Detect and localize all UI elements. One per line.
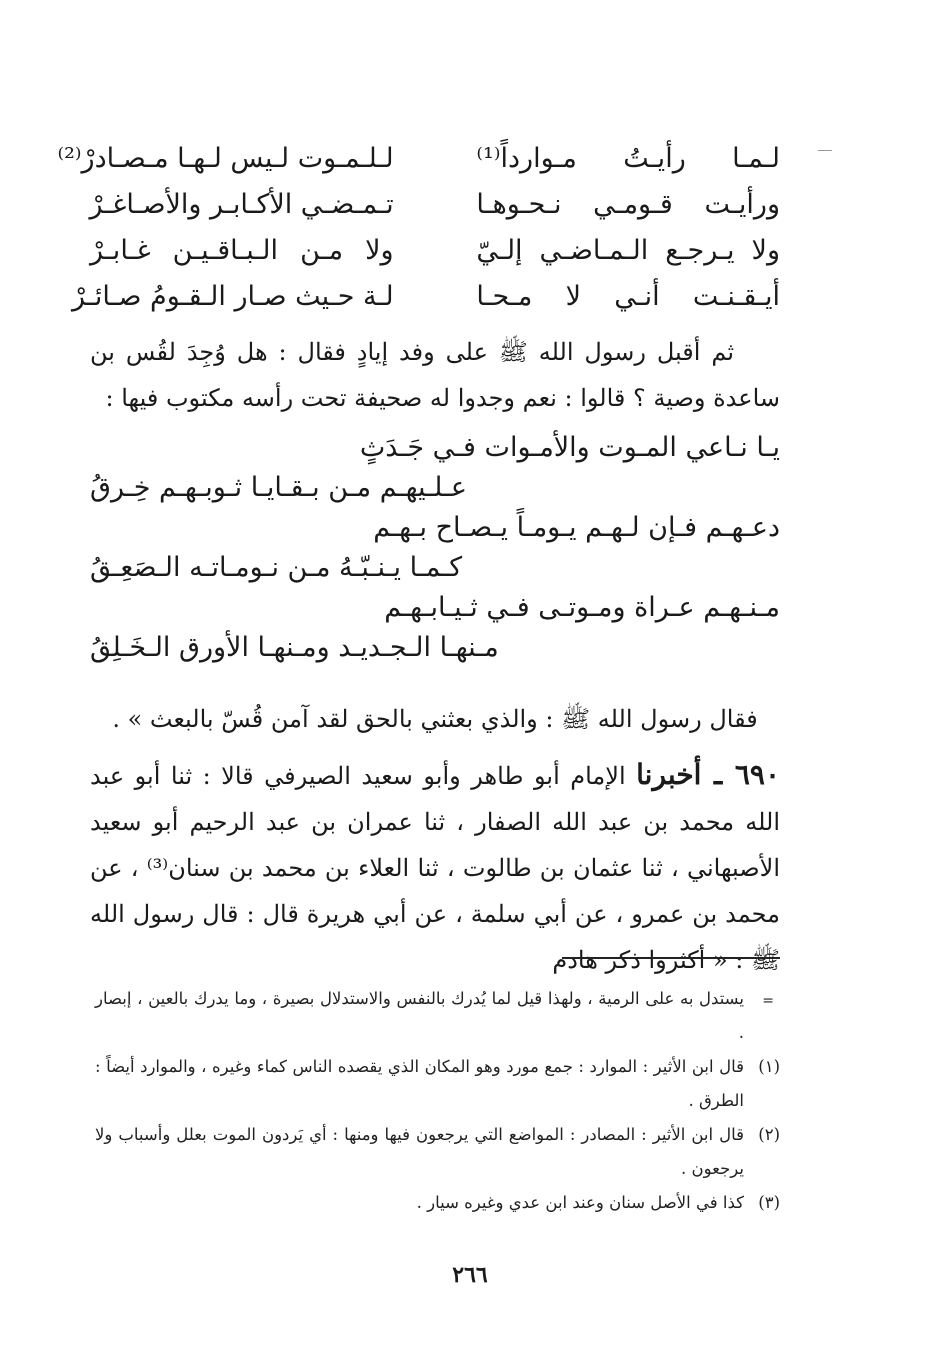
poem-line: يـا نـاعي المـوت والأمـوات فـي جَـدَثٍ bbox=[359, 432, 780, 463]
footnote bbox=[95, 1186, 780, 1220]
poem-quatrain bbox=[57, 136, 780, 320]
footnote-text: قال ابن الأثير : الموارد : جمع مورد وهو المكان الذي يقصده الناس كماء وغيره ، والموارد أيضاً : الطرق . bbox=[95, 1057, 744, 1110]
poem-line: كـمـا يـنـبّـهُ مـن نـومـاتـه الـصَعِـقُ bbox=[90, 552, 463, 583]
closing-paragraph: فقال رسول الله ﷺ : والذي بعثني بالحق لقد آمن قُسّ بالبعث » . bbox=[112, 705, 758, 733]
footnote bbox=[95, 1050, 780, 1118]
hadith-paragraph bbox=[90, 752, 780, 983]
footnote-text: كذا في الأصل سنان وعند ابن عدي وغيره سيار . bbox=[416, 1193, 744, 1212]
poem-line: مـنـهـم عـراة ومـوتـى فـي ثـيـابـهـم bbox=[384, 592, 780, 623]
margin-mark bbox=[818, 150, 832, 151]
poem-line: مـنهـا الـجـديـد ومـنهـا الأورق الـخَـلِقُ bbox=[90, 632, 499, 663]
footnote-separator bbox=[562, 957, 780, 959]
footnote bbox=[95, 1118, 780, 1186]
verse-first-hemistich: ورأيـت قـومـي نـحـوهـا bbox=[476, 189, 780, 220]
verse-first-hemistich: لـمـا رأيـتُ مـوارداً⁽¹⁾ bbox=[476, 143, 780, 174]
paragraph-text: ثم أقبل رسول الله ﷺ على وفد إيادٍ فقال : هل وُجِدَ لقُس بن ساعدة وصية ؟ قالوا : نعم وجدوا له صحيفة تحت رأسه مكتوب فيها : bbox=[90, 338, 780, 412]
verse-second-hemistich: ولا مـن الـبـاقـيـن غـابـرْ bbox=[90, 235, 394, 266]
verse-first-hemistich: ولا يـرجـع الـمـاضـي إلـيّ bbox=[476, 235, 780, 266]
hadith-text: الإمام أبو طاهر وأبو سعيد الصيرفي قالا : ثنا أبو عبد الله محمد بن عبد الله الصفار ، ثنا عمران بن عبد الرحيم أبو سعيد الأصبهاني ، ثنا عثمان بن طالوت ، ثنا العلاء بن محمد بن سنان⁽³⁾ ، عن محمد بن عمرو ، عن أبي سلمة ، عن أبي هريرة قال : قال رسول الله ﷺ : « أكثروا ذكر هادم bbox=[90, 762, 781, 974]
verse-line bbox=[90, 182, 780, 228]
footnote-continuation bbox=[95, 982, 780, 1050]
footnotes bbox=[95, 982, 780, 1220]
verse-line bbox=[90, 228, 780, 274]
poem-line: دعـهـم فـإن لـهـم يـومـاً يـصـاح بـهـم bbox=[373, 512, 780, 543]
footnote-marker: = bbox=[762, 993, 774, 1009]
verse-second-hemistich: لـلـمـوت لـيس لـهـا مـصـادرْ⁽²⁾ bbox=[57, 143, 394, 174]
footnote-marker: (٢) bbox=[758, 1125, 780, 1144]
verse-second-hemistich: لـة حـيث صـار الـقـومُ صـائـرْ bbox=[72, 281, 394, 312]
verse-first-hemistich: أيـقـنـت أنـي لا مـحـا bbox=[476, 281, 780, 312]
page-number: ٢٦٦ bbox=[452, 1262, 488, 1288]
footnote-text: يستدل به على الرمية ، ولهذا قيل لما يُدرك بالنفس والاستدلال بصيرة ، وما يدرك بالعين ، إبصار . bbox=[95, 989, 744, 1042]
verse-line bbox=[72, 274, 780, 320]
footnote-text: قال ابن الأثير : المصادر : المواضع التي يرجعون فيها ومنها : أي يَردون الموت بعلل وأسباب ولا يرجعون . bbox=[95, 1125, 744, 1178]
hadith-number: ٦٩٠ ـ أخبرنا bbox=[636, 758, 780, 791]
poem-line: عـلـيهـم مـن بـقـايـا ثـوبـهـم خِـرقُ bbox=[90, 472, 468, 503]
footnote-marker: (١) bbox=[758, 1057, 780, 1076]
verse-line bbox=[57, 136, 780, 182]
narrative-paragraph bbox=[90, 329, 780, 421]
poem-staggered bbox=[90, 428, 780, 668]
footnote-marker: (٣) bbox=[758, 1193, 780, 1212]
verse-second-hemistich: تـمـضـي الأكـابـر والأصـاغـرْ bbox=[89, 189, 394, 220]
